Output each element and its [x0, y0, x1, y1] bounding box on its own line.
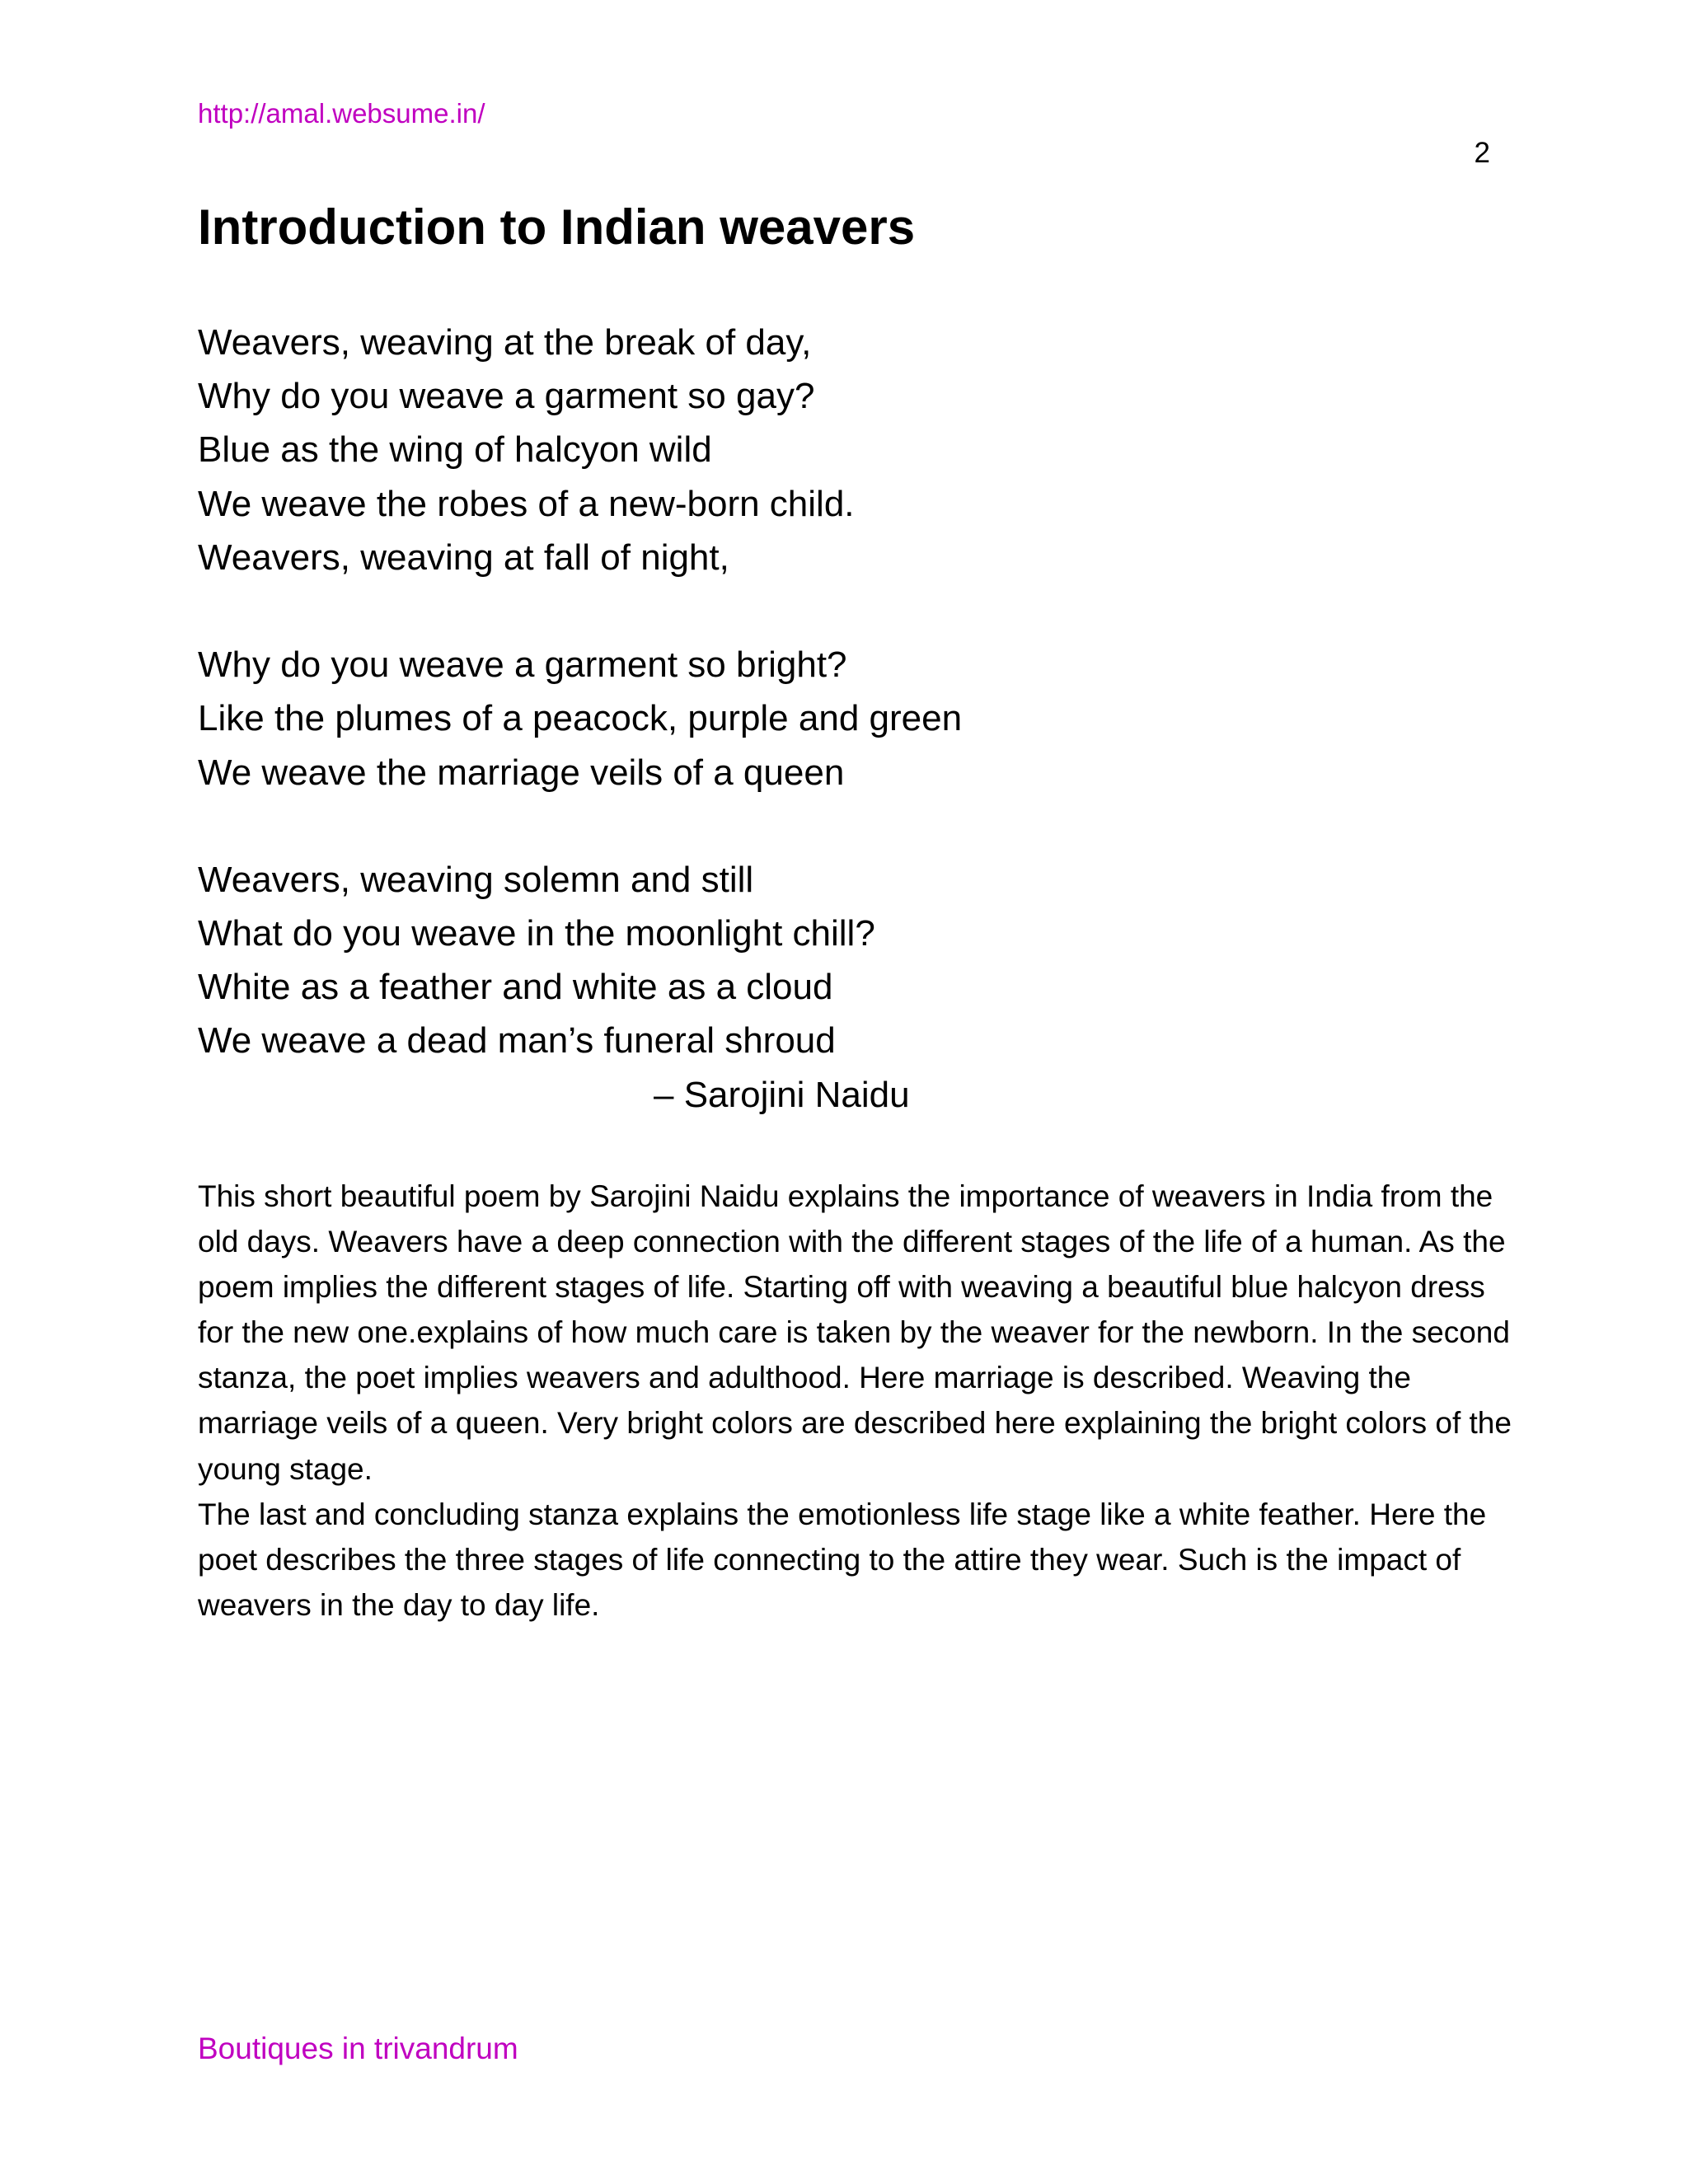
poem-line: Weavers, weaving at fall of night,	[198, 537, 729, 578]
poem-line: Why do you weave a garment so bright?	[198, 644, 847, 686]
poem-line: We weave the marriage veils of a queen	[198, 752, 845, 793]
stanza-gap	[198, 584, 1484, 638]
commentary-paragraph: This short beautiful poem by Sarojini Naidu explains the importance of weavers in India from the old days. Weavers have a deep connection with the different stages of the life of a human. As the poem implies the different stages of life. Starting off with weaving a beautiful blue halcyon dress for the new one.explains of how much care is taken by the weaver for the newborn. In the second stanza, the poet implies weavers and adulthood. Here marriage is described. Weaving the marriage veils of a queen. Very bright colors are described here explaining the bright colors of the young stage.	[198, 1179, 1512, 1486]
stanza-gap	[198, 799, 1484, 853]
poem	[198, 316, 1484, 1122]
poem-line: We weave the robes of a new-born child.	[198, 483, 855, 524]
commentary-paragraph: The last and concluding stanza explains the emotionless life stage like a white feather. Here the poet describes the three stages of life connecting to the attire they wear. Such is the impact of weavers in the day to day life.	[198, 1497, 1487, 1622]
poem-line: White as a feather and white as a cloud	[198, 967, 833, 1008]
poem-line: Like the plumes of a peacock, purple and green	[198, 698, 963, 739]
page-number: 2	[1474, 137, 1490, 169]
footer-link[interactable]: Boutiques in trivandrum	[198, 2032, 518, 2065]
poem-attribution: – Sarojini Naidu	[654, 1074, 910, 1115]
poem-line: What do you weave in the moonlight chill?	[198, 913, 875, 954]
poem-line: Blue as the wing of halcyon wild	[198, 429, 712, 471]
commentary	[198, 1174, 1517, 1628]
page-title: Introduction to Indian weavers	[198, 199, 916, 255]
poem-line: Why do you weave a garment so gay?	[198, 376, 815, 417]
poem-line: Weavers, weaving at the break of day,	[198, 322, 812, 363]
poem-line: Weavers, weaving solemn and still	[198, 859, 754, 900]
poem-line: We weave a dead man’s funeral shroud	[198, 1020, 836, 1062]
header-url-link[interactable]: http://amal.websume.in/	[198, 98, 485, 129]
